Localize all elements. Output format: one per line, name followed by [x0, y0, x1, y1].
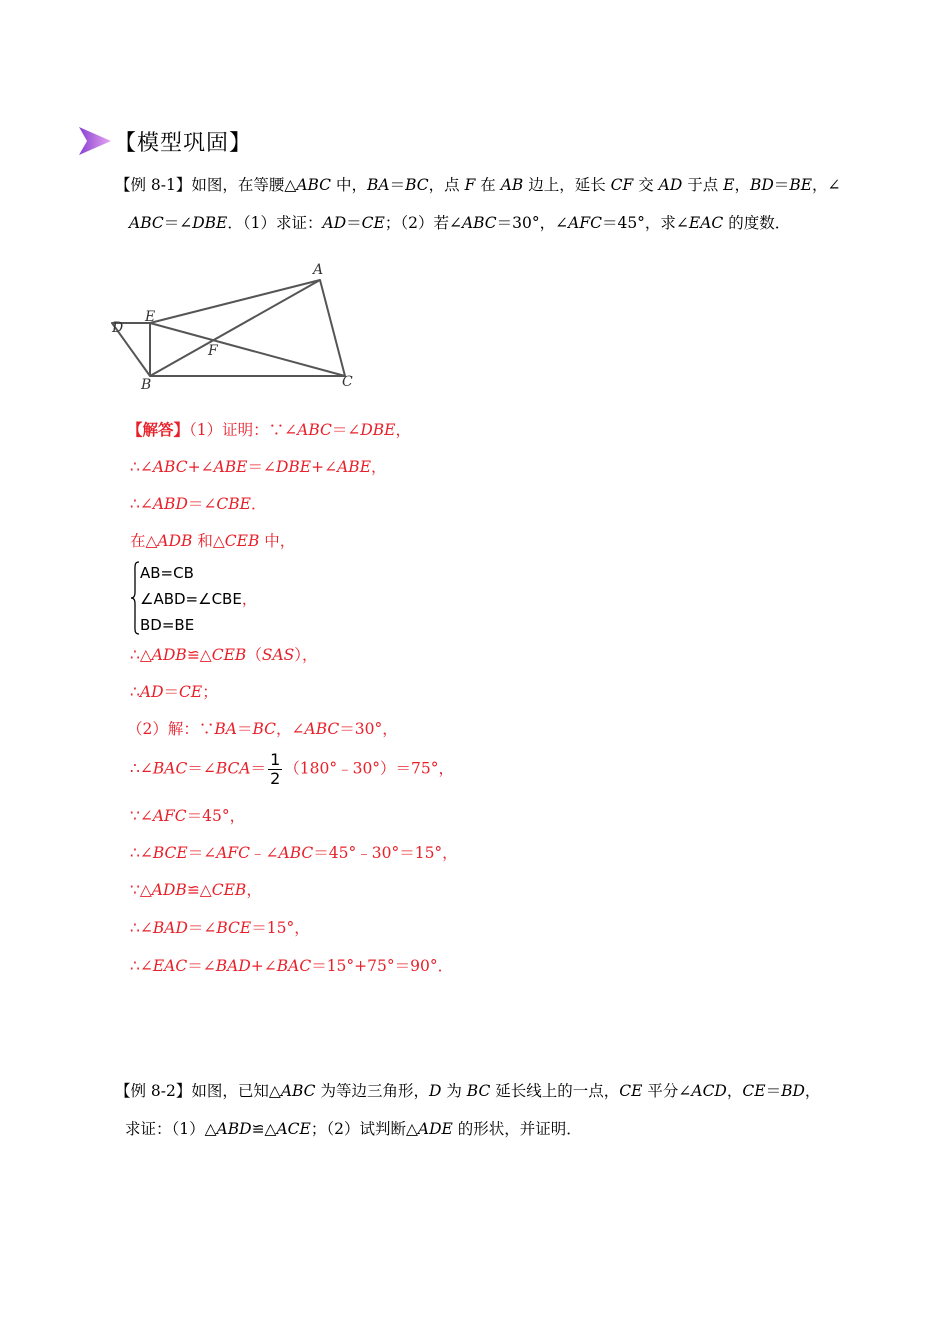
- brace-system: [130, 560, 330, 636]
- label-e: E: [145, 309, 156, 325]
- left-brace: [130, 560, 140, 636]
- section-title-text: 【模型巩固】: [114, 130, 253, 156]
- label-f: F: [208, 343, 218, 359]
- segment-ec: [150, 323, 345, 376]
- example-8-1-line-2: ABC＝∠DBE．（1）求证：AD＝CE；（2）若∠ABC＝30°，∠AFC＝45°，求∠EAC 的度数．: [129, 214, 791, 232]
- quadrilateral-abcd-outline: [112, 280, 345, 376]
- solution-line-12: ∴∠BAD＝∠BCE＝15°，: [130, 919, 310, 937]
- label-a: A: [313, 262, 324, 278]
- solution-header: 【解答】: [127, 420, 190, 439]
- brace-row-1: AB=CB: [140, 564, 194, 582]
- solution-line-1: [127, 420, 411, 440]
- example-8-1-line-1: 【例 8-1】如图，在等腰△ABC 中，BA＝BC，点 F 在 AB 边上，延长 CF 交 AD 于点 E，BD＝BE，∠: [115, 176, 841, 194]
- label-b: B: [141, 377, 152, 393]
- solution-line-7: （2）解：∵BA＝BC，∠ABC＝30°，: [127, 720, 398, 738]
- example-8-2-line-1: 【例 8-2】如图，已知△ABC 为等边三角形，D 为 BC 延长线上的一点，CE 平分∠ACD，CE＝BD，: [115, 1082, 821, 1100]
- label-c: C: [342, 374, 353, 390]
- section-title: [78, 124, 252, 158]
- solution-line-13: ∴∠EAC＝∠BAD+∠BAC＝15°+75°＝90°．: [130, 957, 454, 975]
- geometry-figure: [108, 258, 368, 394]
- fraction-one-half: $\frac{1}{2}$: [270, 750, 281, 788]
- example-8-1: [115, 166, 841, 242]
- solution-line-4: 在△ADB 和△CEB 中，: [130, 532, 296, 550]
- arrow-icon: [78, 124, 112, 158]
- example-8-2-line-2: 求证：（1）△ABD≌△ACE；（2）试判断△ADE 的形状，并证明．: [125, 1120, 582, 1138]
- example-8-2: [115, 1072, 820, 1148]
- label-d: D: [112, 320, 124, 336]
- solution-line-9: ∵∠AFC＝45°，: [130, 807, 246, 825]
- solution-line-5: ∴△ADB≌△CEB（SAS），: [130, 646, 318, 664]
- solution-line-6: ∴AD＝CE；: [130, 683, 218, 701]
- solution-line-8: ∴∠BAC＝∠BCA＝ $\frac{1}{2}$ （180°﹣30°）＝75°，: [130, 750, 455, 788]
- solution-line-10: ∴∠BCE＝∠AFC﹣∠ABC＝45°﹣30°＝15°，: [130, 844, 458, 862]
- solution-line-1-text: （1）证明：∵∠ABC＝∠DBE，: [189, 421, 412, 439]
- brace-row-3: BD=BE: [140, 616, 195, 634]
- brace-row-2: ∠ABD=∠CBE，: [140, 590, 257, 608]
- solution-line-2: ∴∠ABC+∠ABE＝∠DBE+∠ABE，: [130, 458, 387, 476]
- solution-line-11: ∵△ADB≌△CEB，: [130, 881, 262, 899]
- solution-line-3: ∴∠ABD＝∠CBE．: [130, 495, 267, 513]
